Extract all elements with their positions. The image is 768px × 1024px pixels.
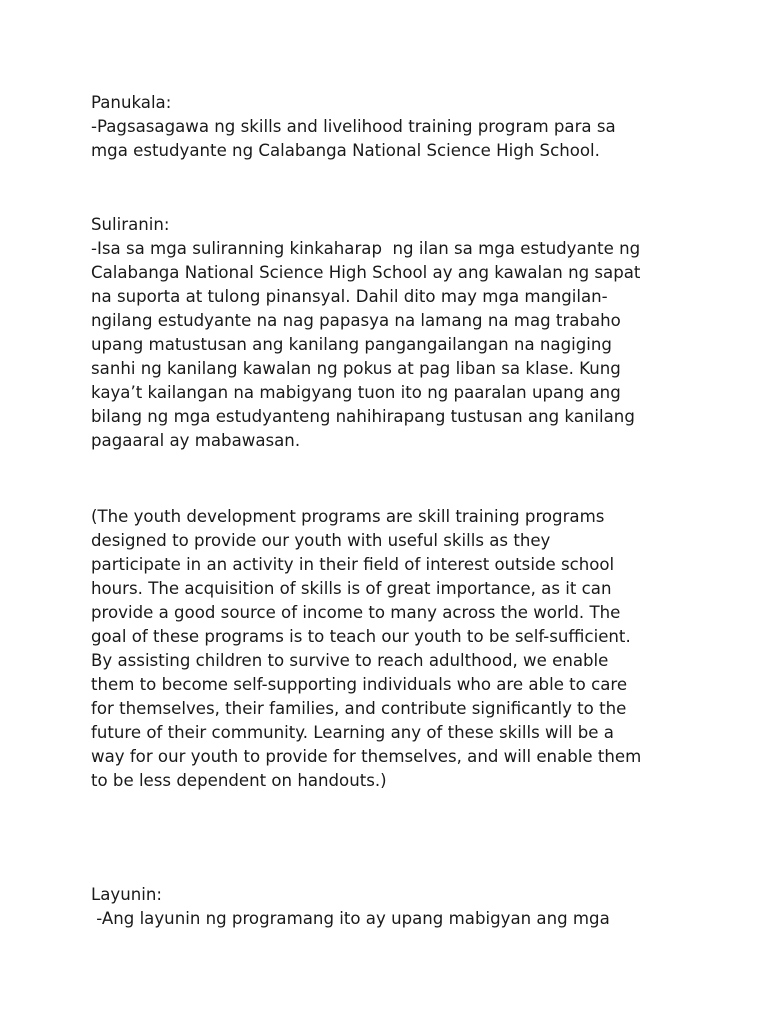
suliranin-heading: Suliranin: <box>91 215 170 234</box>
suliranin-line: Calabanga National Science High School ay ang kawalan ng sapat <box>91 263 641 282</box>
english-note-line: (The youth development programs are skill training programs <box>91 507 605 526</box>
suliranin-line: kaya’t kailangan na mabigyang tuon ito ng paaralan upang ang <box>91 383 621 402</box>
english-note-line: them to become self-supporting individuals who are able to care <box>91 675 628 694</box>
panukala-line: mga estudyante ng Calabanga National Science High School. <box>91 141 600 160</box>
english-note-line: designed to provide our youth with useful skills as they <box>91 531 551 550</box>
english-note-line: provide a good source of income to many across the world. The <box>91 603 621 622</box>
panukala-line: -Pagsasagawa ng skills and livelihood training program para sa <box>91 117 616 136</box>
english-note-line: goal of these programs is to teach our youth to be self-sufficient. <box>91 627 631 646</box>
layunin-heading: Layunin: <box>91 885 162 904</box>
panukala-heading: Panukala: <box>91 93 172 112</box>
english-note-line: participate in an activity in their field of interest outside school <box>91 555 615 574</box>
english-note-line: future of their community. Learning any of these skills will be a <box>91 723 614 742</box>
english-note-line: to be less dependent on handouts.) <box>91 771 387 790</box>
english-note-line: for themselves, their families, and contribute significantly to the <box>91 699 627 718</box>
suliranin-line: bilang ng mga estudyanteng nahihirapang tustusan ang kanilang <box>91 407 635 426</box>
suliranin-line: upang matustusan ang kanilang pangangailangan na nagiging <box>91 335 612 354</box>
layunin-line: -Ang layunin ng programang ito ay upang mabigyan ang mga <box>91 909 610 928</box>
suliranin-line: na suporta at tulong pinansyal. Dahil dito may mga mangilan- <box>91 287 608 306</box>
english-note-line: By assisting children to survive to reach adulthood, we enable <box>91 651 609 670</box>
suliranin-line: sanhi ng kanilang kawalan ng pokus at pag liban sa klase. Kung <box>91 359 621 378</box>
suliranin-line: pagaaral ay mabawasan. <box>91 431 301 450</box>
english-note-line: way for our youth to provide for themselves, and will enable them <box>91 747 642 766</box>
english-note-line: hours. The acquisition of skills is of great importance, as it can <box>91 579 612 598</box>
suliranin-line: ngilang estudyante na nag papasya na lamang na mag trabaho <box>91 311 621 330</box>
suliranin-line: -Isa sa mga suliranning kinkaharap ng ilan sa mga estudyante ng <box>91 239 641 258</box>
